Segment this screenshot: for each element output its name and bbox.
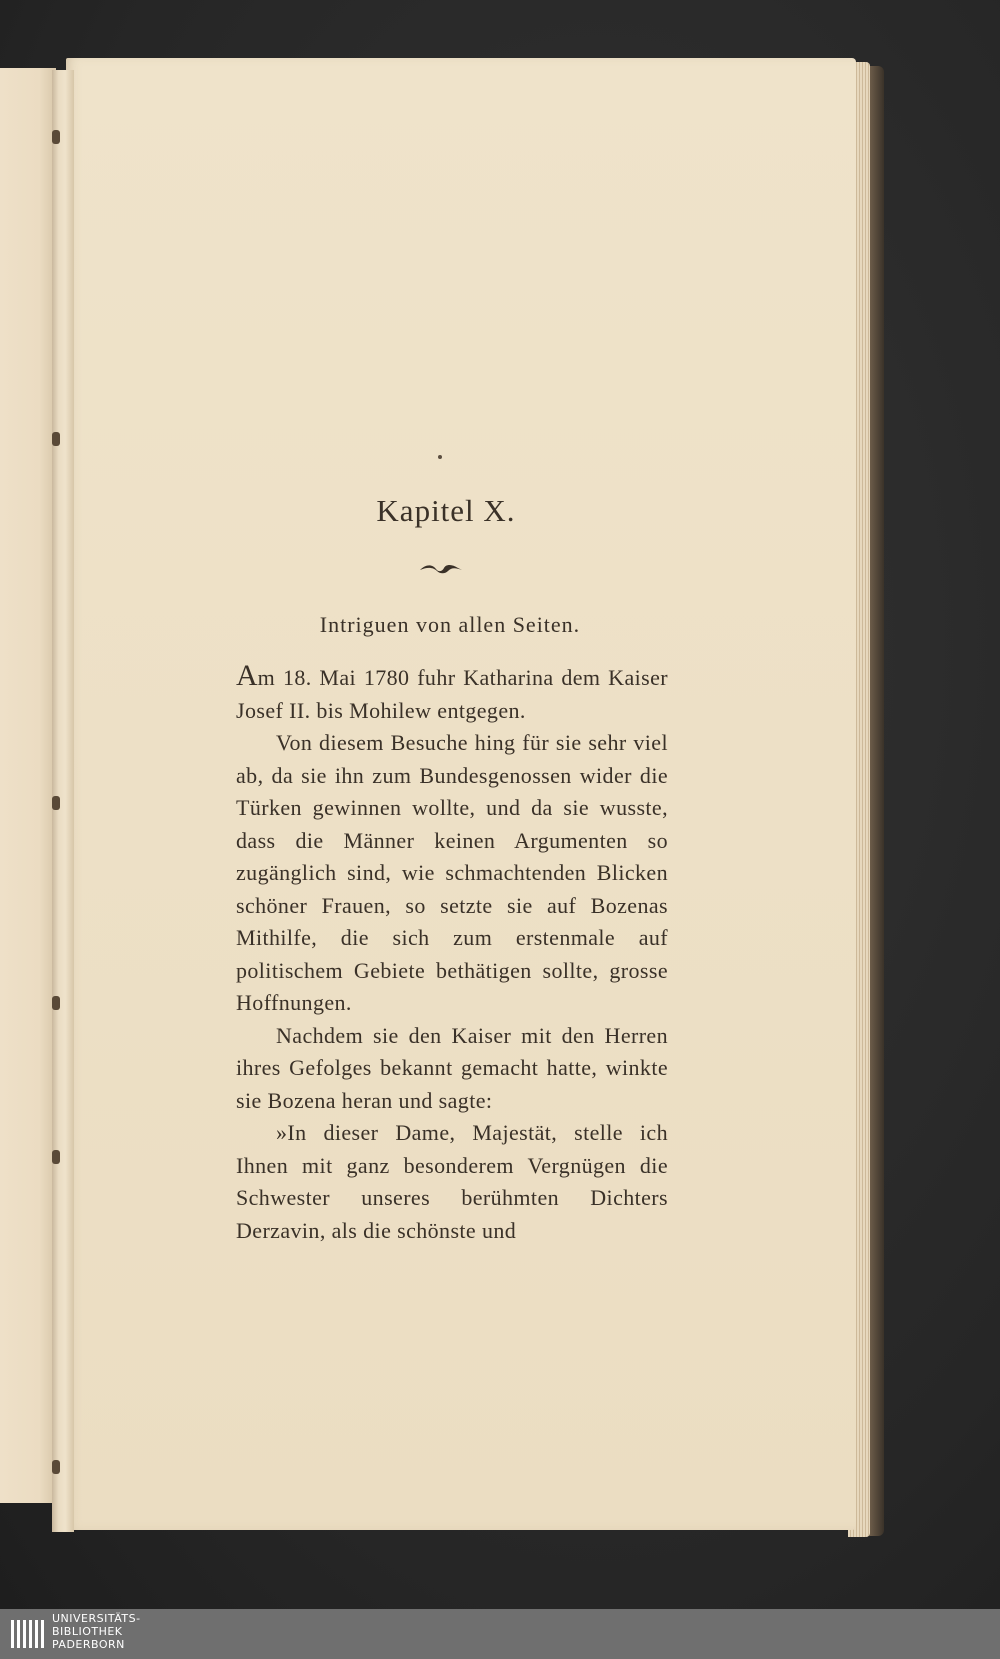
library-name-line: BIBLIOTHEK xyxy=(52,1625,123,1638)
binding-stitch xyxy=(52,1460,60,1474)
library-name-line: PADERBORN xyxy=(52,1638,125,1651)
ornament-icon xyxy=(418,562,464,576)
binding-stitch xyxy=(52,130,60,144)
chapter-subtitle: Intriguen von allen Seiten. xyxy=(319,612,581,637)
previous-page-edge xyxy=(0,68,56,1503)
footer-bar xyxy=(0,1609,1000,1659)
drop-cap: A xyxy=(236,659,258,692)
library-name-line: UNIVERSITÄTS- xyxy=(52,1612,141,1625)
binding-stitch xyxy=(52,796,60,810)
binding-stitch xyxy=(52,996,60,1010)
paragraph: Nachdem sie den Kaiser mit den Herren ihres Gefolges bekannt gemacht hatte, winkte sie Bozena heran und sagte: xyxy=(236,1022,668,1113)
library-name xyxy=(52,1612,141,1651)
paragraph-text: m 18. Mai 1780 fuhr Katharina dem Kaiser Josef II. bis Mohilew entgegen. xyxy=(236,665,668,723)
paragraph: Von diesem Besuche hing für sie sehr viel ab, da sie ihn zum Bundesgenossen wider die Türken gewinnen wollte, und da sie wusste, dass die Männer keinen Argumenten so zugänglich sind, wie schmachtenden Blicken schöner Frauen, so setzte sie auf Bozenas Mithilfe, die sich zum erstenmale auf politischem Gebiete bethätigen sollte, grosse Hoffnungen. xyxy=(236,730,668,1015)
chapter-title: Kapitel X. xyxy=(376,493,516,528)
binding-stitch xyxy=(52,1150,60,1164)
paragraph xyxy=(236,660,668,727)
body-text xyxy=(236,660,668,1247)
paper-speck xyxy=(438,455,442,459)
library-logo-icon xyxy=(10,1616,46,1652)
paragraph: »In dieser Dame, Majestät, stelle ich Ihnen mit ganz besonderem Vergnügen die Schwester unseres berühmten Dichters Derzavin, als die schönste und xyxy=(236,1120,668,1243)
binding-stitch xyxy=(52,432,60,446)
